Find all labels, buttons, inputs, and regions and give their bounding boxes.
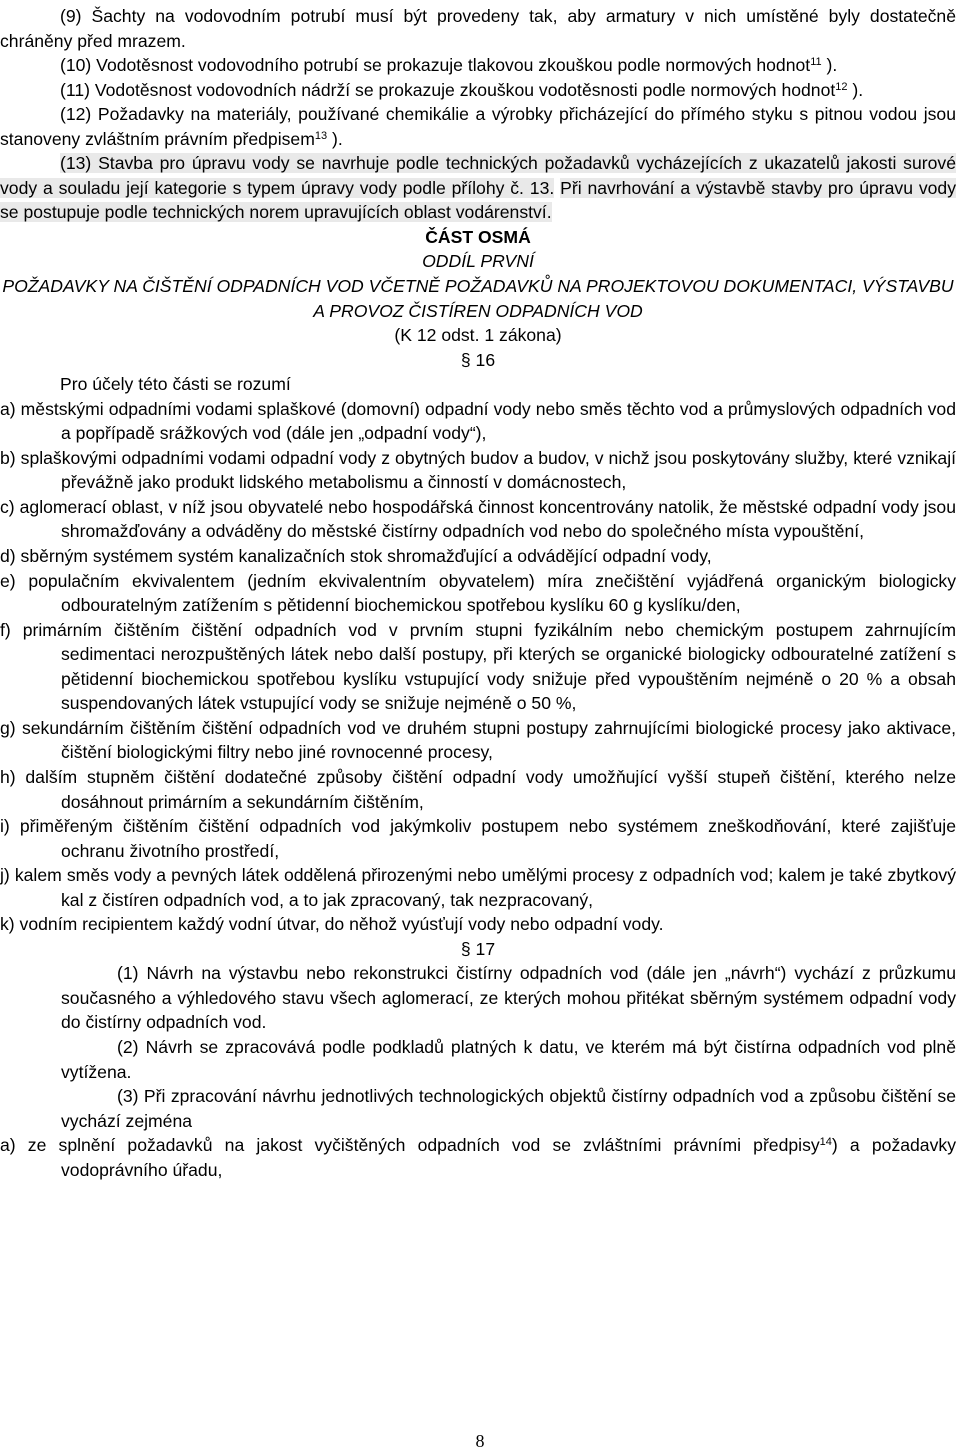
list-item: f) primárním čištěním čištění odpadních vod v prvním stupni fyzikálním nebo chemickým postupem zahrnujícím sedimentaci nerozpuštěných látek nebo další postupy, při kterých se organické biologicky odbouratelné zatížení s pětidenní biochemickou spotřebou kyslíku vstupující vody snižuje před vypouštěním nejméně o 20 % a obsah suspendovaných látek vstupující vody se snižuje nejméně o 50 %, (0, 619, 956, 714)
paragraph-11: (11) Vodotěsnost vodovodních nádrží se prokazuje zkouškou vodotěsnosti podle normových hodnot$^{12}$ ). (60, 79, 864, 100)
part-heading: ČÁST OSMÁ (425, 226, 531, 247)
list-item: c) aglomerací oblast, v níž jsou obyvatelé nebo hospodářská činnost koncentrovány natolik, že městské odpadní vody jsou shromažďovány a odváděny do městské čistírny odpadních vod nebo do společného místa vypouštění, (0, 496, 956, 542)
paragraph-10: (10) Vodotěsnost vodovodního potrubí se prokazuje tlakovou zkouškou podle normových hodnot$^{11}$ ). (60, 55, 838, 76)
footnote-ref-11: 11 (810, 56, 822, 69)
page-number: 8 (475, 1431, 485, 1451)
footnote-ref-13: 13 (314, 129, 328, 142)
list-item: h) dalším stupněm čištění dodatečné způsoby čištění odpadní vody umožňující vyšší stupeň čištění, kterého nelze dosáhnout primárním a sekundárním čištěním, (0, 766, 956, 812)
section-sign-icon: § (460, 349, 471, 370)
list-item: i) přiměřeným čištěním čištění odpadních vod jakýmkoliv postupem nebo systémem zneškodňování, které zajišťuje ochranu životního prostředí, (0, 816, 956, 861)
footnote-ref-12: 12 (835, 80, 848, 93)
list-item: g) sekundárním čištěním čištění odpadních vod ve druhém stupni postupy zahrnujícími biologické procesy jako aktivace, čištění biologickými filtry nebo jiné rovnocenné procesy, (0, 717, 956, 763)
list-item: a) městskými odpadními vodami splaškové (domovní) odpadní vody nebo směs těchto vod a průmyslových odpadních vod a popřípadě srážkových vod (dále jen „odpadní vody“), (0, 398, 956, 444)
section-17-item-a: a) ze splnění požadavků na jakost vyčištěných odpadních vod se zvláštními právními předpisy$^{14}$) a požadavky vodoprávního úřadu, (0, 1135, 956, 1180)
section-17-paragraph-2: (2) Návrh se zpracovává podle podkladů platných k datu, ve kterém má být čistírna odpadních vod plně vytížena. (61, 1036, 956, 1082)
section-sign-icon: § (460, 938, 471, 959)
section-16-heading: § 16 (460, 349, 496, 370)
section-heading: ODDÍL PRVNÍ (422, 251, 534, 272)
list-item: j) kalem směs vody a pevných látek oddělená přirozenými nebo umělými procesy z odpadních vod; kalem je také zbytkový kal z čistíren odpadních vod, a to jak zpracovaný, tak nezpracovaný, (0, 865, 956, 910)
legal-reference: (K 12 odst. 1 zákona) (394, 325, 562, 346)
section-title: POŽADAVKY NA ČIŠTĚNÍ ODPADNÍCH VOD VČETNĚ POŽADAVKŮ NA PROJEKTOVOU DOKUMENTACI, VÝSTAVBU A PROVOZ ČISTÍREN ODPADNÍCH VOD (2, 276, 954, 321)
list-item: d) sběrným systémem systém kanalizačních stok shromažďující a odvádějící odpadní vody, (0, 546, 712, 567)
paragraph-13-part-2: Při navrhování a výstavbě stavby pro úpravu vody se postupuje podle technických norem upravujících oblast vodárenství. (0, 177, 957, 223)
list-item: k) vodním recipientem každý vodní útvar, do něhož vyúsťují vody nebo odpadní vody. (0, 914, 664, 935)
footnote-ref-14: 14 (819, 1136, 832, 1149)
paragraph-13 (0, 151, 956, 225)
section-16-intro: Pro účely této části se rozumí (60, 374, 291, 395)
paragraph-12: (12) Požadavky na materiály, používané chemikálie a výrobky přicházející do přímého styku s pitnou vodou jsou stanoveny zvláštním právním předpisem$^{13}$ ). (0, 104, 956, 149)
section-17-paragraph-3: (3) Při zpracování návrhu jednotlivých technologických objektů čistírny odpadních vod a způsobu čištění se vychází zejména (61, 1086, 956, 1131)
section-17-heading: § 17 (460, 938, 496, 959)
section-17-paragraph-1: (1) Návrh na výstavbu nebo rekonstrukci čistírny odpadních vod (dále jen „návrh“) vychází z průzkumu současného a výhledového stavu všech aglomerací, ze kterých mohou přitékat sběrným systémem odpadní vody do čistírny odpadních vod. (61, 963, 956, 1033)
document-body (0, 4, 956, 1182)
list-item: b) splaškovými odpadními vodami odpadní vody z obytných budov a budov, v nichž jsou poskytovány služby, které vznikají převážně jako produkt lidského metabolismu a činností v domácnostech, (0, 447, 956, 493)
definitions-list (0, 397, 956, 937)
list-item: e) populačním ekvivalentem (jedním ekvivalentním obyvatelem) míra znečištění vyjádřená organickým biologicky odbouratelným zatížením s pětidenní biochemickou spotřebou kyslíku 60 g kyslíku/den, (0, 570, 956, 616)
paragraph-9: (9) Šachty na vodovodním potrubí musí být provedeny tak, aby armatury v nich umístěné byly dostatečně chráněny před mrazem. (0, 6, 956, 51)
paragraph-13-part-1: (13) Stavba pro úpravu vody se navrhuje podle technických požadavků vycházejících z ukazatelů jakosti surové vody a souladu její kategorie s typem úpravy vody podle přílohy č. 13. (0, 153, 956, 198)
